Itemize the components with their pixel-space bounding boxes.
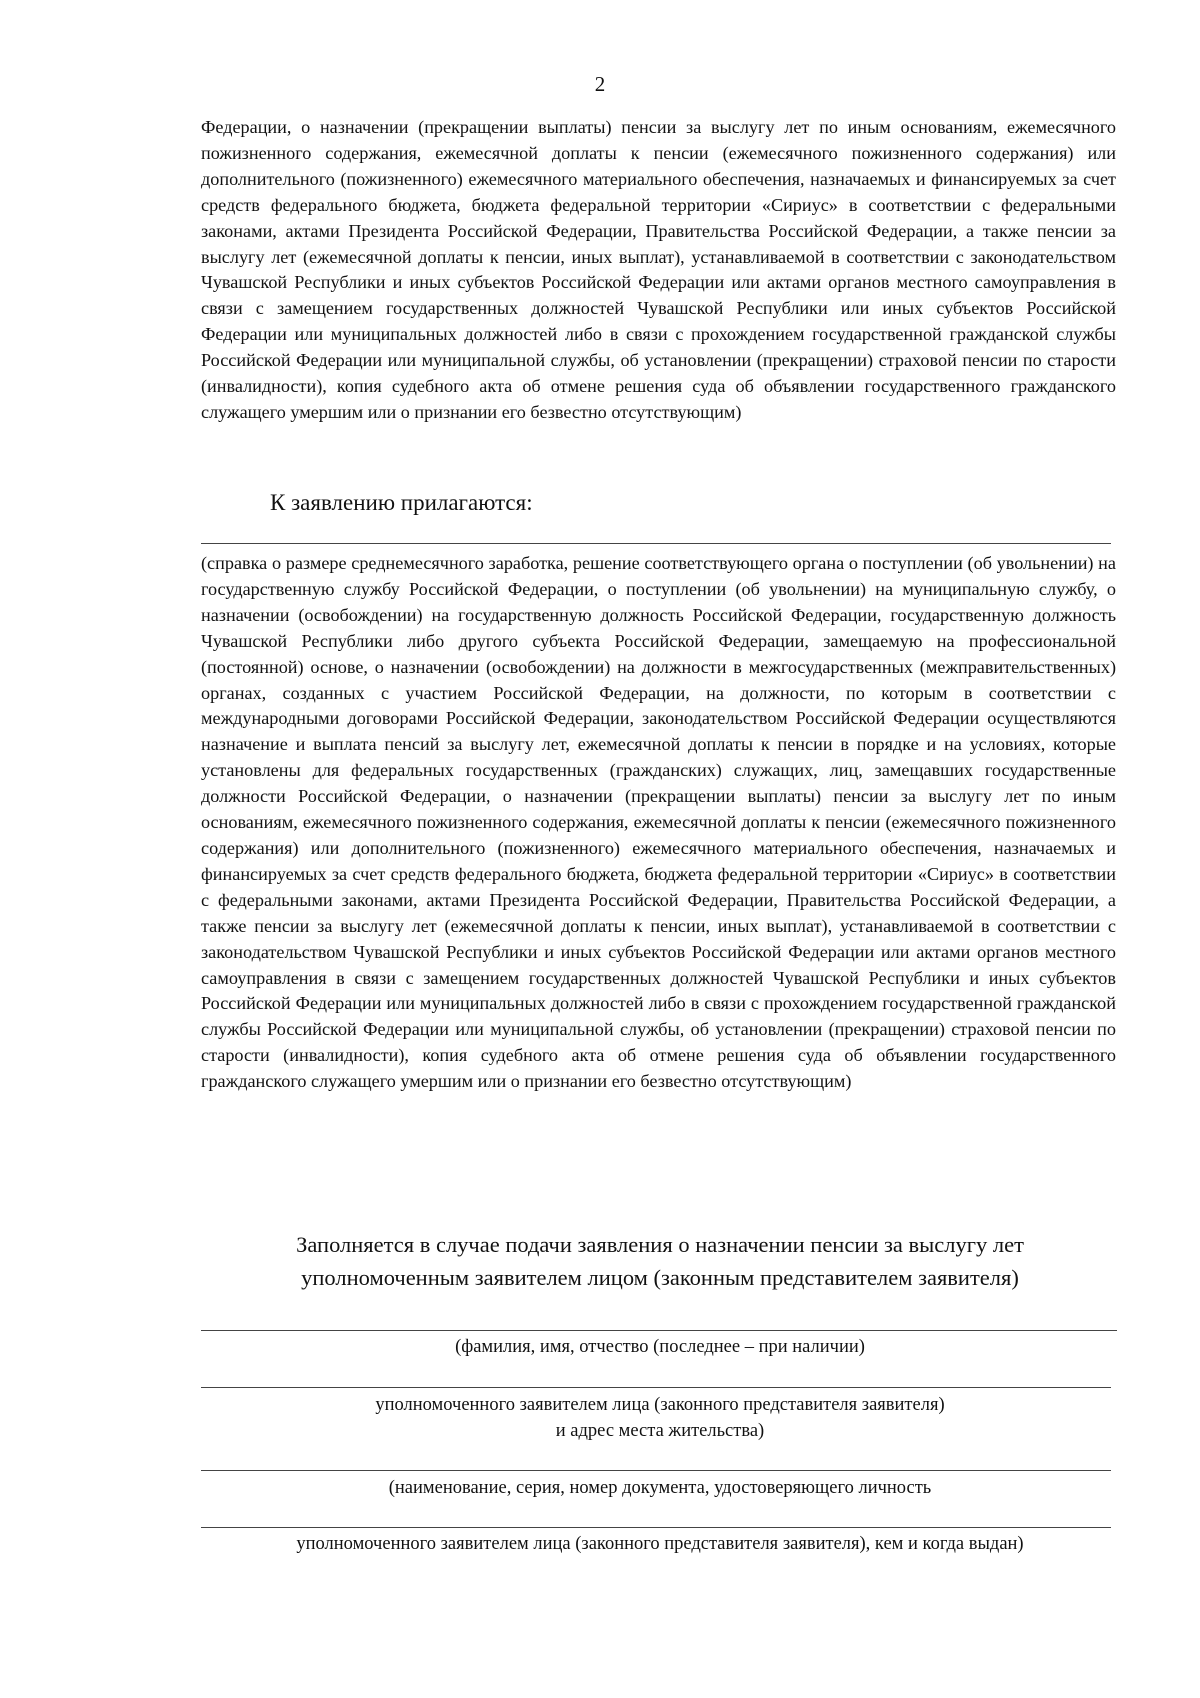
representative-title-line-1: Заполняется в случае подачи заявления о назначении пенсии за выслугу лет (296, 1232, 1024, 1257)
attachments-line (201, 543, 1111, 544)
paragraph-bottom: (справка о размере среднемесячного заработка, решение соответствующего органа о поступлении (об увольнении) на государственную службу Российской Федерации, о поступлении (об увольнении) на муниципальную службу, о назначении (освобождении) на государственную должность Российской Федерации, государственную должность Чувашской Республики либо другого субъекта Российской Федерации, замещаемую на профессиональной (постоянной) основе, о назначении (освобождении) на должности в межгосударственных (межправительственных) органах, созданных с участием Российской Федерации, на должности, по которым в соответствии с международными договорами Российской Федерации, законодательством Российской Федерации осуществляются назначение и выплата пенсий за выслугу лет, ежемесячной доплаты к пенсии в порядке и на условиях, которые установлены для федеральных государственных (гражданских) служащих, лиц, замещавших государственные должности Российской Федерации, о назначении (прекращении выплаты) пенсии за выслугу лет по иным основаниям, ежемесячного пожизненного содержания, ежемесячной доплаты к пенсии (ежемесячного пожизненного содержания) или дополнительного (пожизненного) ежемесячного материального обеспечения, назначаемых и финансируемых за счет средств федерального бюджета, бюджета федеральной территории «Сириус» в соответствии с федеральными законами, актами Президента Российской Федерации, Правительства Российской Федерации, а также пенсии за выслугу лет (ежемесячной доплаты к пенсии, иных выплат), устанавливаемой в соответствии с законодательством Чувашской Республики и иных субъектов Российской Федерации или актами органов местного самоуправления в связи с замещением государственных должностей Чувашской Республики и иных субъектов Российской Федерации или муниципальных должностей либо в связи с прохождением государственной гражданской службы Российской Федерации или муниципальной службы, об установлении (прекращении) страховой пенсии по старости (инвалидности), копия судебного акта об отмене решения суда об объявлении государственного гражданского служащего умершим или о признании его безвестно отсутствующим) (201, 553, 1116, 1092)
name-line (201, 1330, 1117, 1331)
caption-document: (наименование, серия, номер документа, удостоверяющего личность (388, 1478, 932, 1498)
representative-line (201, 1387, 1111, 1388)
document-issued-line (201, 1527, 1111, 1528)
caption-representative-1: уполномоченного заявителем лица (законного представителя заявителя) (375, 1395, 945, 1415)
caption-document-issued: уполномоченного заявителем лица (законного представителя заявителя), кем и когда выдан) (296, 1534, 1024, 1554)
page-number: 2 (594, 72, 606, 96)
caption-representative-2: и адрес места жительства) (555, 1421, 765, 1441)
representative-title-line-2: уполномоченным заявителем лицом (законным представителем заявителя) (301, 1265, 1019, 1290)
paragraph-top: Федерации, о назначении (прекращении выплаты) пенсии за выслугу лет по иным основаниям, ежемесячного пожизненного содержания, ежемесячной доплаты к пенсии (ежемесячного пожизненного содержания) или дополнительного (пожизненного) ежемесячного материального обеспечения, назначаемых и финансируемых за счет средств федерального бюджета, бюджета федеральной территории «Сириус» в соответствии с федеральными законами, актами Президента Российской Федерации, Правительства Российской Федерации, а также пенсии за выслугу лет (ежемесячной доплаты к пенсии, иных выплат), устанавливаемой в соответствии с законодательством Чувашской Республики и иных субъектов Российской Федерации или актами органов местного самоуправления в связи с замещением государственных должностей Чувашской Республики или иных субъектов Российской Федерации или муниципальных должностей либо в связи с прохождением государственной гражданской службы Российской Федерации или муниципальной службы, об установлении (прекращении) страховой пенсии по старости (инвалидности), копия судебного акта об отмене решения суда об объявлении государственного гражданского служащего умершим или о признании его безвестно отсутствующим) (201, 117, 1116, 422)
attachments-heading: К заявлению прилагаются: (270, 490, 533, 515)
document-line (201, 1470, 1111, 1471)
representative-section-title (200, 1228, 1120, 1294)
caption-name: (фамилия, имя, отчество (последнее – при наличии) (455, 1337, 865, 1357)
